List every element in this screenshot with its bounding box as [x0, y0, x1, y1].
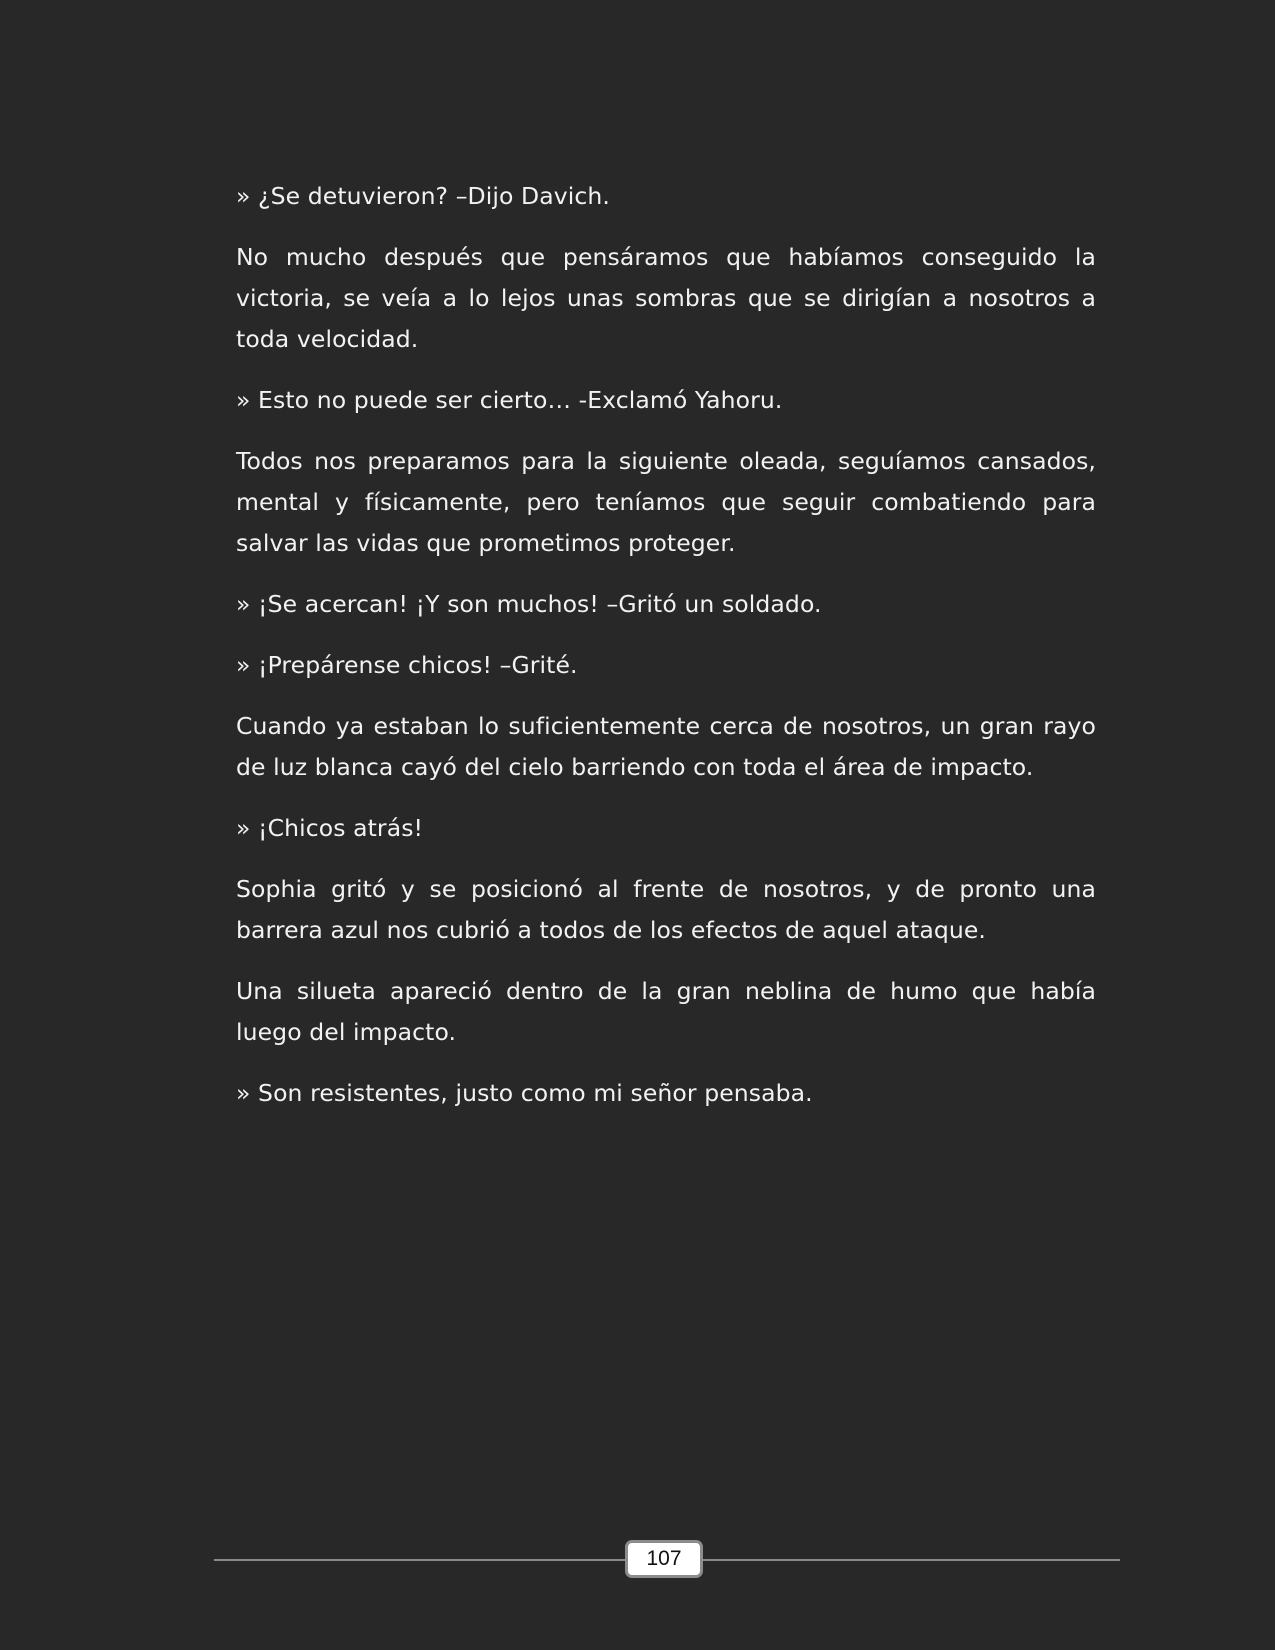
paragraph: » ¿Se detuvieron? –Dijo Davich.: [236, 182, 610, 210]
page-number: 107: [625, 1540, 703, 1578]
paragraph: » ¡Chicos atrás!: [236, 814, 424, 842]
paragraph: Todos nos preparamos para la siguiente oleada, seguíamos cansados, mental y físicamente, pero teníamos que seguir combatiendo para salvar las vidas que prometimos proteger.: [236, 447, 1096, 557]
paragraph: » Son resistentes, justo como mi señor pensaba.: [236, 1079, 813, 1107]
paragraph: No mucho después que pensáramos que habíamos conseguido la victoria, se veía a lo lejos unas sombras que se dirigían a nosotros a toda velocidad.: [236, 243, 1096, 353]
paragraph: » ¡Prepárense chicos! –Grité.: [236, 651, 578, 679]
paragraph: Cuando ya estaban lo suficientemente cerca de nosotros, un gran rayo de luz blanca cayó del cielo barriendo con toda el área de impacto.: [236, 712, 1096, 781]
page-footer: [214, 1540, 1120, 1582]
page-body: [236, 176, 1096, 1134]
paragraph: » Esto no puede ser cierto… -Exclamó Yahoru.: [236, 386, 783, 414]
paragraph: Sophia gritó y se posicionó al frente de nosotros, y de pronto una barrera azul nos cubrió a todos de los efectos de aquel ataque.: [236, 875, 1096, 944]
paragraph: » ¡Se acercan! ¡Y son muchos! –Gritó un soldado.: [236, 590, 822, 618]
paragraph: Una silueta apareció dentro de la gran neblina de humo que había luego del impacto.: [236, 977, 1096, 1046]
